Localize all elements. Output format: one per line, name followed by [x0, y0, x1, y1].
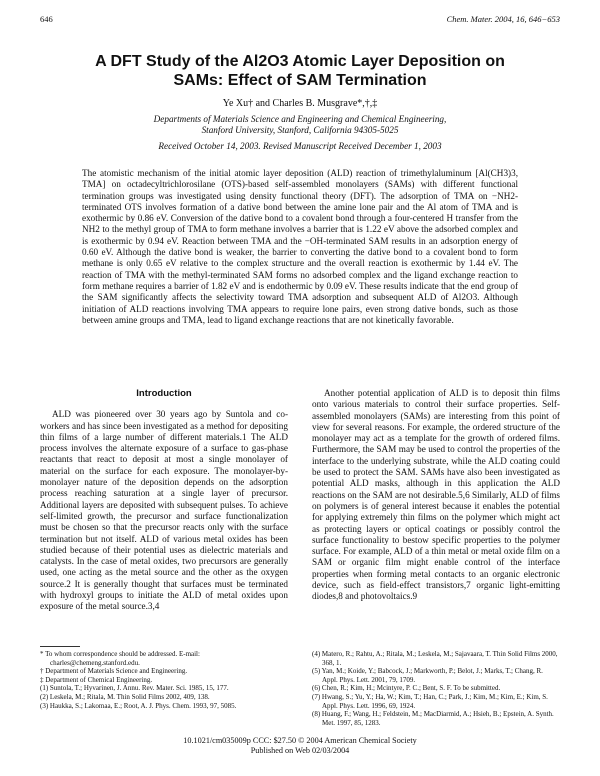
footnote: (3) Haukka, S.; Lakomaa, E.; Root, A. J. Phys. Chem. 1993, 97, 5085. [40, 701, 237, 710]
doi-line: 10.1021/cm035009p CCC: $27.50 © 2004 American Chemical Society [183, 736, 417, 745]
footnotes-right [312, 650, 560, 727]
intro-paragraph-1: ALD was pioneered over 30 years ago by Suntola and co-workers and has since been investigated as a method for depositing thin films of a large number of different materials.1 The ALD process involves the alternate exposure of a surface to gas-phase reactants that react to deposit at most a single monolayer of material on the surface for each exposure. The monolayer-by-monolayer nature of the deposition depends on the adsorption process reaching saturation at a single layer of precursor. Additional layers are deposited with subsequent pulses. To achieve self-limited growth, the precursor and surface functionalization must be chosen so that the precursor reacts only with the surface termination but not itself. ALD of various metal oxides has been studied because of their potential uses as dielectric materials and catalysts. In the case of metal oxides, two precursors are generally used, one acting as the metal source and the other as the oxygen source.2 It is generally thought that surfaces must be terminated with hydroxyl groups to initiate the ALD of metal oxides upon exposure of the metal source.3,4 [40, 409, 288, 612]
affiliation-line-2: Stanford University, Stanford, California 94305-5025 [201, 125, 399, 135]
title-line-1: A DFT Study of the Al2O3 Atomic Layer Deposition on [95, 53, 505, 70]
affiliation [40, 114, 560, 136]
footnote: (2) Leskela, M.; Ritala, M. Thin Solid Films 2002, 409, 138. [40, 692, 210, 701]
footnote: (5) Yan, M.; Koide, Y.; Babcock, J.; Markworth, P.; Belot, J.; Marks, T.; Chang, R. Appl. Phys. Lett. 2001, 79, 1709. [312, 667, 543, 684]
affiliation-line-1: Departments of Materials Science and Engineering and Chemical Engineering, [153, 114, 447, 124]
section-heading-introduction: Introduction [136, 388, 192, 399]
right-column [312, 388, 560, 603]
doi-footer [40, 736, 560, 756]
footnote: (6) Chen, R.; Kim, H.; Mcintyre, P. C.; Bent, S. F. To be submitted. [312, 684, 501, 693]
received-dates: Received October 14, 2003. Revised Manuscript Received December 1, 2003 [158, 141, 442, 151]
footnote: (8) Huang, F.; Wang, H.; Feldstein, M.; MacDiarmid, A.; Hsieh, B.; Epstein, A. Synth. Met. 1997, 85, 1283. [312, 710, 554, 727]
journal-citation: Chem. Mater. 2004, 16, 646−653 [446, 14, 560, 24]
footnote-rule-left [40, 646, 80, 647]
left-column [40, 388, 288, 613]
intro-paragraph-2: Another potential application of ALD is to deposit thin films onto various materials to control their surface properties. Self-assembled monolayers (SAMs) are interesting from this point of view for several reasons. For example, the ordered structure of the monolayer may act as a template for the growth of ordered films. Furthermore, the SAM may be used to control the properties of the interface to the underlying substrate, while the ALD coating could be used to protect the SAM. SAMs have also been investigated as potential ALD masks, although in this application the ALD reactions on the SAM are not desirable.5,6 Similarly, ALD of films on polymers is of general interest because it enables the potential for applying extremely thin films on the polymer which might act as protecting layers or optical coatings or possibly control the surface functionality to bestow specific properties to the polymer surface. For example, ALD of a thin metal or metal oxide film on a SAM or organic film might enable control of the interface properties when forming metal contacts to an organic electronic device, such as field-effect transistors,7 organic light-emitting diodes,8 and photovoltaics.9 [312, 388, 560, 602]
footnote: (7) Hwang, S.; Yu, Y.; Ha, W.; Kim, T.; Han, C.; Park, J.; Kim, M.; Kim, E.; Kim, S. Appl. Phys. Lett. 1996, 69, 1924. [312, 692, 548, 710]
published-line: Published on Web 02/03/2004 [250, 746, 350, 755]
authors: Ye Xu† and Charles B. Musgrave*,†,‡ [222, 98, 378, 109]
footnote: (4) Matero, R.; Rahtu, A.; Ritala, M.; Leskela, M.; Sajavaara, T. Thin Solid Films 2000, 368, 1. [312, 650, 558, 667]
footnotes-left [40, 650, 288, 710]
page-number: 646 [40, 14, 53, 24]
footnote: * To whom correspondence should be addressed. E-mail: charles@chemeng.stanford.edu. [40, 650, 200, 667]
footnote: † Department of Materials Science and Engineering. [40, 667, 188, 676]
abstract: The atomistic mechanism of the initial atomic layer deposition (ALD) reaction of trimethylaluminum [Al(CH3)3, TMA] on octadecyltrichlorosilane (OTS)-based self-assembled monolayers (SAMs) with different functional termination groups was investigated using density functional theory (DFT). The adsorption of TMA on −NH2-terminated OTS involves formation of a dative bond between the amine lone pair and the Al atom of TMA and is exothermic by 0.86 eV. Conversion of the dative bond to a covalent bond through a four-centered H transfer from the NH2 to the methyl group of TMA to form methane involves a barrier that is 1.22 eV above the adsorbed complex and is exothermic by 0.94 eV. Reaction between TMA and the −OH-terminated SAM results in an adsorption energy of 0.60 eV. Although the dative bond is weaker, the barrier to converting the dative bond to a covalent bond to form methane is only 0.65 eV relative to the complex structure and the overall reaction is exothermic by 1.44 eV. The reaction of TMA with the methyl-terminated SAM forms no adsorbed complex and the ligand exchange reaction to form methane requires a barrier of 1.82 eV and is endothermic by 0.09 eV. These results indicate that the end group of the SAM significantly affects the selectivity toward TMA adsorption and subsequent ALD of Al2O3. Although initiation of ALD reactions involving TMA appears to require lone pairs, even strong dative bonds, such as those between amine groups and TMA, lead to ligand exchange reactions that are not kinetically favorable. [82, 168, 518, 325]
footnote: ‡ Department of Chemical Engineering. [40, 675, 153, 684]
paper-title [40, 52, 560, 90]
title-line-2: SAMs: Effect of SAM Termination [173, 72, 427, 89]
footnote: (1) Suntola, T.; Hyvarinen, J. Annu. Rev. Mater. Sci. 1985, 15, 177. [40, 684, 229, 693]
